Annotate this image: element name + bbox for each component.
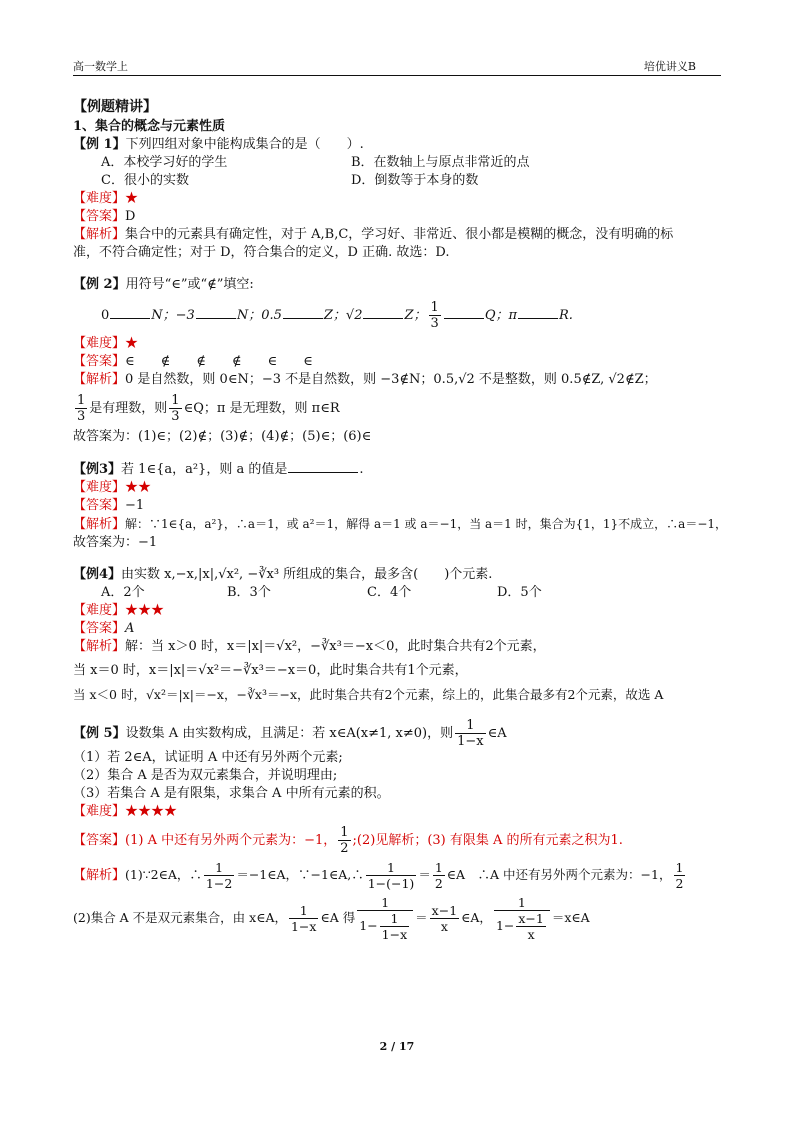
analysis-text: ∈A ∴A 中还有另外两个元素为：−1， bbox=[446, 867, 672, 882]
frac-den: 2 bbox=[434, 876, 443, 891]
answer-value: ∈ ∉ ∉ ∉ ∈ ∈ bbox=[125, 354, 313, 369]
ex2-blank[interactable] bbox=[363, 306, 403, 319]
frac-num: 1 bbox=[434, 860, 443, 875]
ex1-difficulty bbox=[73, 190, 723, 208]
ex2-blank[interactable] bbox=[444, 306, 484, 319]
analysis-text: ＝ bbox=[418, 867, 431, 882]
ex4-question-text: 由实数 x,−x,|x|,√x², −∛x³ 所组成的集合，最多含( )个元素. bbox=[121, 567, 493, 582]
difficulty-label: 【难度】 bbox=[73, 191, 126, 206]
ex1-option-a: A．本校学习好的学生 bbox=[101, 155, 228, 170]
ex4-difficulty bbox=[73, 602, 723, 620]
ex2-blank[interactable] bbox=[518, 306, 558, 319]
ex4-option-c: C．4个 bbox=[367, 585, 412, 600]
fraction-one-third bbox=[429, 300, 441, 331]
difficulty-stars: ★★ bbox=[125, 480, 152, 495]
difficulty-stars: ★ bbox=[125, 336, 139, 351]
ex1-option-d: D．倒数等于本身的数 bbox=[351, 173, 479, 188]
frac-num: 1 bbox=[455, 718, 486, 734]
analysis-text: ∈A 得 bbox=[320, 910, 356, 925]
frac-num: x−1 bbox=[518, 911, 544, 926]
analysis-label: 【解析】 bbox=[73, 517, 126, 532]
frac-num: 1 bbox=[494, 895, 550, 911]
ex2-question-text: 用符号“∈”或“∉”填空: bbox=[125, 277, 254, 292]
analysis-text: (1)∵2∈A，∴ bbox=[125, 867, 202, 882]
analysis-label: 【解析】 bbox=[73, 639, 126, 654]
ex5-sub1: （1）若 2∈A，试证明 A 中还有另外两个元素; bbox=[73, 750, 343, 765]
ex4-option-a: A．2个 bbox=[101, 585, 145, 600]
fraction-one-over-one-minus-x bbox=[455, 718, 486, 749]
ex4-tag: 【例4】 bbox=[73, 567, 122, 582]
frac-den: 1− $\frac{1}{1-x}$ bbox=[359, 911, 408, 942]
frac-den: 1−2 bbox=[205, 876, 233, 891]
answer-label: 【答案】 bbox=[73, 354, 126, 369]
section-title: 【例题精讲】 bbox=[73, 99, 157, 115]
ex2-fill-line bbox=[73, 300, 723, 331]
analysis-text: ∈A， bbox=[461, 910, 492, 925]
ex5-analysis bbox=[73, 860, 723, 891]
frac-num: 1 bbox=[340, 825, 349, 840]
analysis-text: ＝ bbox=[415, 910, 428, 925]
fraction bbox=[380, 911, 409, 942]
subsection-title: 1、集合的概念与元素性质 bbox=[73, 119, 226, 134]
ex5-difficulty bbox=[73, 803, 723, 821]
frac-den: x bbox=[440, 919, 448, 934]
frac-num: 1 bbox=[380, 911, 409, 927]
answer-value: A bbox=[125, 621, 135, 636]
ex2-item: Q；π bbox=[484, 308, 518, 323]
ex3-analysis-cont: 故答案为：−1 bbox=[73, 535, 158, 550]
frac-den: 2 bbox=[675, 876, 684, 891]
fraction bbox=[204, 860, 234, 891]
page-content bbox=[73, 98, 728, 946]
ex4-option-b: B．3个 bbox=[227, 585, 271, 600]
frac-num: 1 bbox=[357, 895, 413, 911]
analysis-label: 【解析】 bbox=[73, 227, 126, 242]
analysis-text: 是有理数，则 bbox=[89, 401, 168, 416]
ex2-blank[interactable] bbox=[283, 306, 323, 319]
header-divider bbox=[73, 75, 721, 76]
difficulty-stars: ★ bbox=[125, 191, 139, 206]
fraction bbox=[516, 911, 545, 942]
ex2-item: N；0.5 bbox=[236, 308, 282, 323]
difficulty-label: 【难度】 bbox=[73, 336, 126, 351]
ex2-item: Z；√2 bbox=[323, 308, 363, 323]
frac-num: 1 bbox=[77, 393, 86, 408]
fraction bbox=[366, 860, 417, 891]
difficulty-label: 【难度】 bbox=[73, 603, 126, 618]
ex5-sub2: （2）集合 A 是否为双元素集合，并说明理由; bbox=[73, 768, 338, 783]
frac-num: 1 bbox=[366, 860, 417, 876]
ex1-analysis bbox=[73, 226, 723, 244]
analysis-text: ＝−1∈A，∵−1∈A,∴ bbox=[236, 867, 364, 882]
frac-num: x−1 bbox=[431, 903, 458, 918]
ex5-answer bbox=[73, 825, 723, 856]
frac-den: 1−(−1) bbox=[367, 876, 415, 891]
fraction-one-half bbox=[338, 825, 350, 856]
den-part: 1 bbox=[495, 918, 504, 933]
fraction bbox=[430, 903, 459, 934]
frac-num: 1 bbox=[675, 860, 684, 875]
ex2-analysis-cont bbox=[73, 393, 723, 424]
ex1-option-c: C．很小的实数 bbox=[101, 173, 189, 188]
difficulty-label: 【难度】 bbox=[73, 804, 126, 819]
frac-num: 1 bbox=[171, 393, 180, 408]
answer-label: 【答案】 bbox=[73, 833, 126, 848]
answer-value: D bbox=[125, 209, 136, 224]
ex5-part2 bbox=[73, 895, 723, 942]
header-course: 高一数学上 bbox=[73, 60, 128, 73]
ex2-item: Z； bbox=[404, 308, 427, 323]
ex3-answer bbox=[73, 497, 723, 515]
difficulty-stars: ★★★ bbox=[125, 603, 165, 618]
ex4-question bbox=[73, 566, 723, 584]
fraction bbox=[433, 860, 445, 891]
analysis-text: (2)集合 A 不是双元素集合，由 x∈A， bbox=[73, 910, 287, 925]
ex4-option-d: D．5个 bbox=[497, 585, 542, 600]
fraction-nested bbox=[357, 895, 413, 942]
ex4-analysis bbox=[73, 638, 723, 656]
ex4-analysis-2: 当 x＝0 时，x＝|x|＝√x²＝−∛x³＝−x＝0，此时集合共有1个元素， bbox=[73, 663, 468, 678]
ex5-sub3: （3）若集合 A 是有限集，求集合 A 中所有元素的积。 bbox=[73, 786, 390, 801]
fraction bbox=[674, 860, 686, 891]
ex5-question bbox=[73, 718, 723, 749]
header-handout: 培优讲义B bbox=[643, 60, 696, 73]
analysis-text: 0 是自然数，则 0∈N；−3 不是自然数，则 −3∉N；0.5,√2 不是整数，则 0.5∉Z, √2∉Z； bbox=[125, 372, 657, 387]
ex2-analysis bbox=[73, 371, 723, 389]
ex1-question-text: 下列四组对象中能构成集合的是（ ）. bbox=[125, 137, 364, 152]
ex5-question-text: 设数集 A 由实数构成，且满足：若 x∈A(x≠1, x≠0)，则 bbox=[125, 726, 454, 741]
ex2-difficulty bbox=[73, 335, 723, 353]
ex3-tag: 【例3】 bbox=[73, 462, 122, 477]
ex1-answer bbox=[73, 208, 723, 226]
analysis-label: 【解析】 bbox=[73, 372, 126, 387]
ex3-question-text: 若 1∈{a，a²}，则 a 的值是 bbox=[121, 462, 288, 477]
ex1-option-b: B．在数轴上与原点非常近的点 bbox=[351, 155, 530, 170]
fraction-nested bbox=[494, 895, 550, 942]
ex4-options bbox=[73, 584, 723, 602]
frac-den: 3 bbox=[77, 409, 86, 424]
ex2-question bbox=[73, 276, 723, 294]
ex2-final: 故答案为：(1)∈；(2)∉；(3)∉；(4)∉；(5)∈；(6)∈ bbox=[73, 429, 372, 444]
ex5-tag: 【例 5】 bbox=[73, 726, 126, 741]
ex4-analysis-3: 当 x＜0 时，√x²＝|x|＝−x，−∛x³＝−x，此时集合共有2个元素，综上的，此集合最多有2个元素，故选 A bbox=[73, 687, 664, 702]
answer-value: −1 bbox=[125, 498, 145, 513]
ex3-question bbox=[73, 460, 723, 479]
ex2-answer bbox=[73, 353, 723, 371]
frac-den: 1− $\frac{x-1}{x}$ bbox=[495, 911, 544, 942]
frac-num: 1 bbox=[289, 903, 318, 919]
difficulty-label: 【难度】 bbox=[73, 480, 126, 495]
ex3-analysis bbox=[73, 515, 728, 534]
frac-den: 1−x bbox=[381, 927, 408, 942]
ex3-blank[interactable] bbox=[288, 460, 358, 473]
ex2-item: N；−3 bbox=[151, 308, 195, 323]
frac-den: x bbox=[527, 927, 535, 942]
ex2-blank[interactable] bbox=[110, 306, 150, 319]
analysis-text: 解：当 x＞0 时，x＝|x|＝√x²，−∛x³＝−x＜0，此时集合共有2个元素， bbox=[125, 639, 546, 654]
analysis-text: ＝x∈A bbox=[551, 910, 590, 925]
ex2-item: 0 bbox=[101, 308, 110, 323]
ex1-analysis-cont: 准，不符合确定性；对于 D，符合集合的定义，D 正确. 故选：D. bbox=[73, 245, 450, 260]
ex3-difficulty bbox=[73, 479, 723, 497]
difficulty-stars: ★★★★ bbox=[125, 804, 178, 819]
fraction-one-third bbox=[75, 393, 87, 424]
answer-label: 【答案】 bbox=[73, 621, 126, 636]
answer-label: 【答案】 bbox=[73, 498, 126, 513]
analysis-text: 集合中的元素具有确定性，对于 A,B,C，学习好、非常近、很小都是模糊的概念，没有明确的标 bbox=[125, 227, 674, 242]
frac-den: 2 bbox=[340, 841, 349, 856]
ex2-blank[interactable] bbox=[196, 306, 236, 319]
analysis-label: 【解析】 bbox=[73, 868, 126, 883]
frac-den: 3 bbox=[171, 409, 180, 424]
fraction-one-third bbox=[169, 393, 181, 424]
answer-value: ;(2)见解析；(3) 有限集 A 的所有元素之积为1. bbox=[352, 833, 623, 848]
frac-num: 1 bbox=[204, 860, 234, 876]
ex4-answer bbox=[73, 620, 723, 638]
ex3-question-end: . bbox=[359, 462, 364, 477]
frac-den: 3 bbox=[430, 316, 439, 331]
ex2-tag: 【例 2】 bbox=[73, 277, 126, 292]
analysis-text: ∈Q；π 是无理数，则 π∈R bbox=[183, 401, 340, 416]
fraction bbox=[289, 903, 318, 934]
frac-den: 1−x bbox=[290, 919, 317, 934]
ex5-question-end: ∈A bbox=[487, 726, 507, 741]
frac-num: 1 bbox=[430, 300, 439, 315]
ex1-tag: 【例 1】 bbox=[73, 137, 126, 152]
frac-den: 1−x bbox=[457, 734, 484, 749]
ex2-item: R. bbox=[559, 308, 573, 323]
ex1-options bbox=[73, 154, 723, 190]
analysis-text: 解：∵1∈{a，a²}，∴a＝1，或 a²＝1，解得 a＝1 或 a＝−1，当 a＝1 时，集合为{1，1}不成立，∴a＝−1， bbox=[125, 517, 728, 531]
ex1-question bbox=[73, 136, 723, 154]
answer-value: (1) A 中还有另外两个元素为：−1， bbox=[125, 833, 337, 848]
page-number: 2 / 17 bbox=[379, 1040, 415, 1053]
den-part: 1 bbox=[359, 918, 368, 933]
answer-label: 【答案】 bbox=[73, 209, 126, 224]
